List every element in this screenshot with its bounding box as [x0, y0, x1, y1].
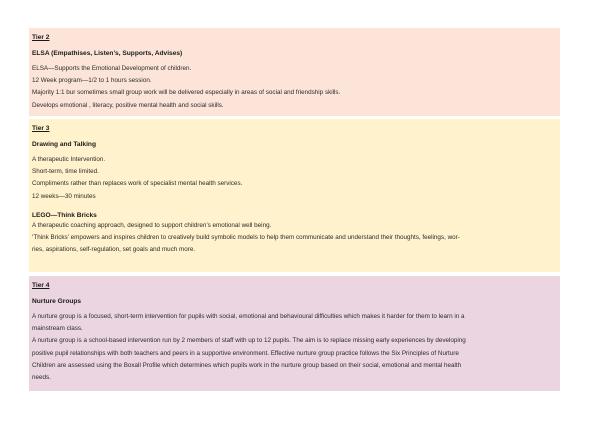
tier-3-label: Tier 3 — [32, 125, 50, 132]
nurture-line: A nurture group is a school-based intervention run by 2 members of staff with up to 12 pupils. The aim is to replace missing early experiences by developing — [32, 337, 466, 345]
elsa-heading: ELSA (Empathises, Listen’s, Supports, Advises) — [32, 50, 183, 57]
lego-line: A therapeutic coaching approach, designed to support children’s emotional well being. — [32, 221, 272, 229]
nurture-groups-description — [32, 311, 546, 384]
drawing-talking-heading: Drawing and Talking — [32, 141, 96, 148]
elsa-description — [32, 63, 546, 112]
tier-2-label: Tier 2 — [32, 34, 50, 41]
lego-line: ‘Think Bricks’ empowers and inspires children to creatively build symbolic models to help them communicate and understand their thoughts, feelings, wor- — [32, 234, 460, 242]
nurture-line: mainstream class. — [32, 325, 83, 333]
nurture-line: needs. — [32, 374, 51, 382]
drawing-talking-description — [32, 154, 546, 203]
tier-4-label: Tier 4 — [32, 282, 50, 289]
nurture-line: Children are assessed using the Boxall Profile which determines which pupils work in the nurture group based on their social, emotional and mental health — [32, 361, 462, 369]
drawing-talking-line: A therapeutic Intervention. — [32, 156, 106, 163]
lego-line: ries, aspirations, self-regulation, set goals and much more. — [32, 246, 196, 254]
tier-2-panel — [29, 28, 560, 116]
drawing-talking-line: 12 weeks—30 minutes — [32, 192, 96, 200]
elsa-line: ELSA—Supports the Emotional Development of children. — [32, 65, 192, 72]
lego-description — [32, 220, 546, 257]
elsa-line: Majority 1:1 bur sometimes small group work will be delivered especially in areas of social and friendship skills. — [32, 89, 341, 97]
nurture-groups-heading: Nurture Groups — [32, 298, 82, 305]
drawing-talking-line: Short-term, time limited. — [32, 168, 99, 176]
elsa-line: Develops emotional , literacy, positive mental health and social skills. — [32, 101, 224, 109]
elsa-line: 12 Week program—1/2 to 1 hours session. — [32, 77, 152, 85]
nurture-line: A nurture group is a focused, short-term intervention for pupils with social, emotional and behavioural difficulties which makes it harder for them to learn in a — [32, 313, 465, 320]
lego-heading: LEGO—Think Bricks — [32, 211, 97, 219]
nurture-line: positive pupil relationships with both teachers and peers in a supportive environment. Effective nurture group practice follows the Six Principles of Nurture — [32, 349, 459, 357]
tier-3-panel — [29, 119, 560, 272]
drawing-talking-line: Compliments rather than replaces work of specialist mental health services. — [32, 180, 243, 188]
tier-4-panel — [29, 276, 560, 391]
